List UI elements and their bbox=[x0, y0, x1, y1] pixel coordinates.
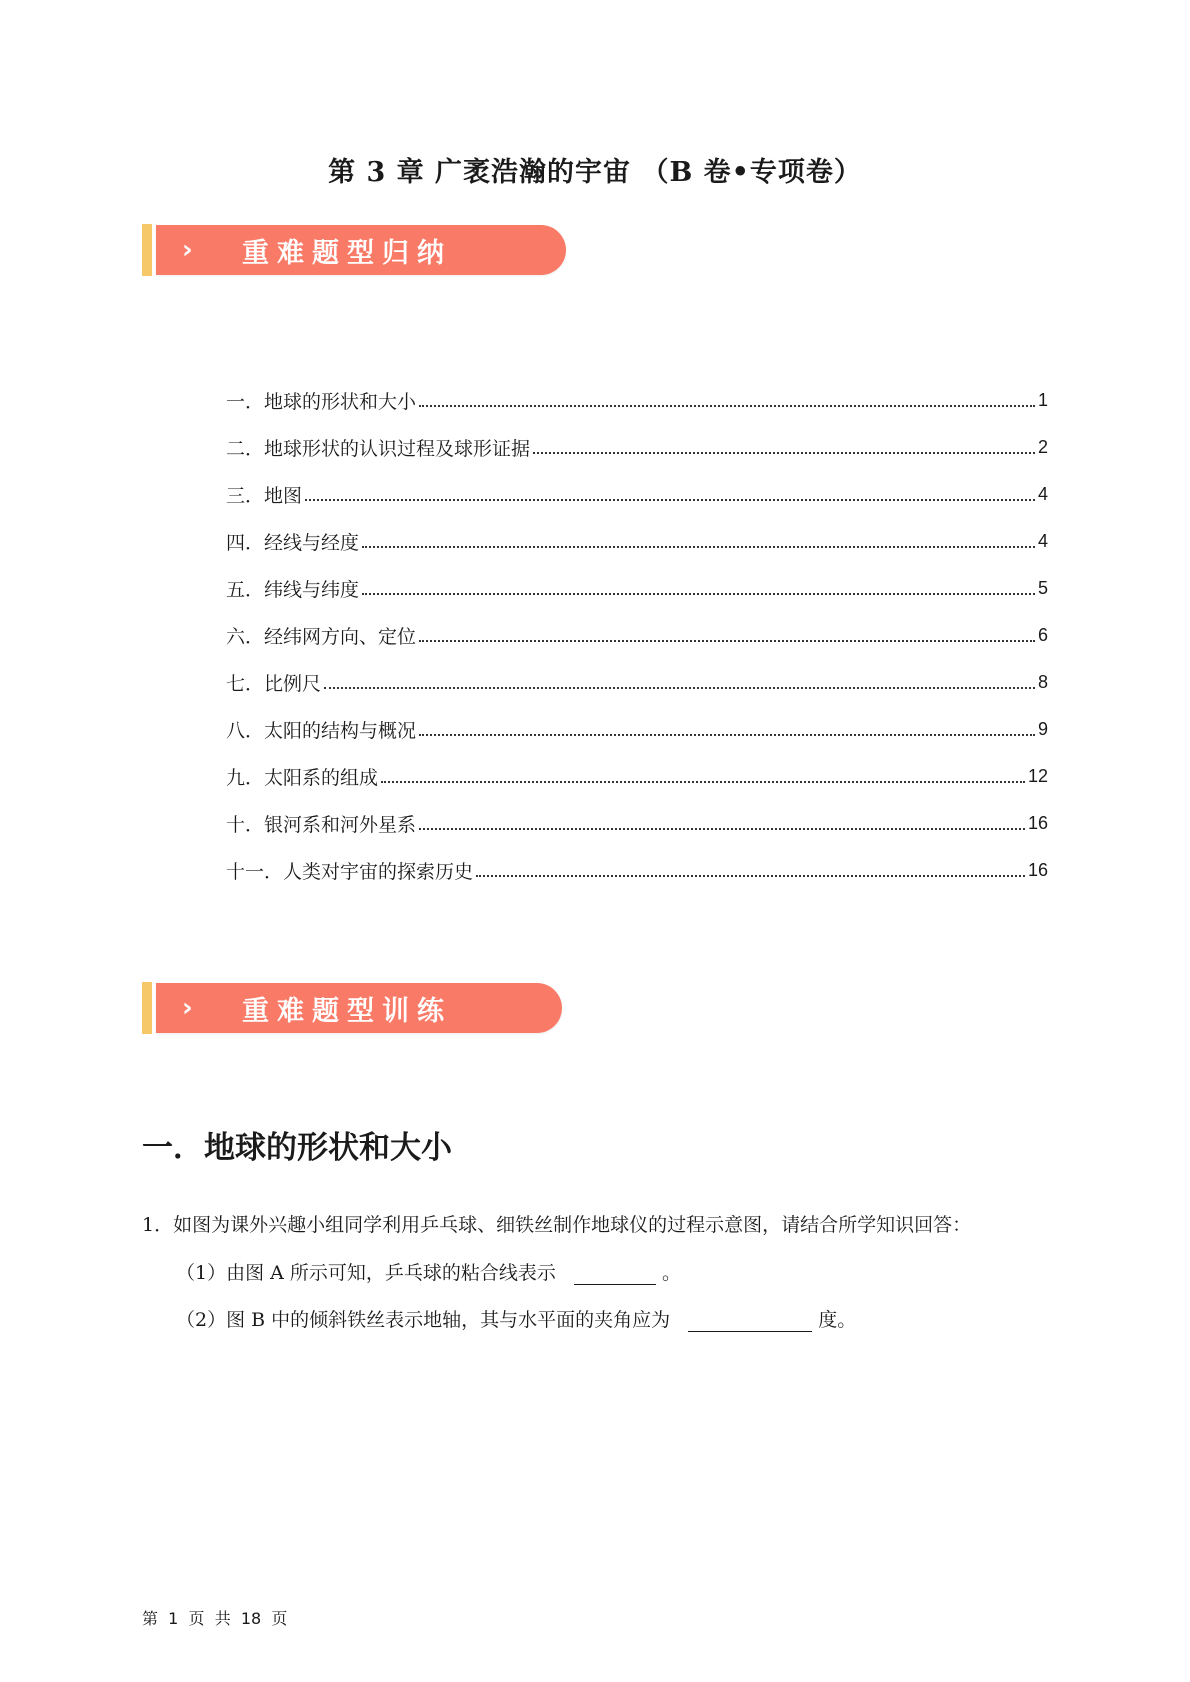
toc-dot-leader bbox=[419, 734, 1035, 736]
sub-question-1-tail: 。 bbox=[661, 1262, 681, 1284]
toc-page-number: 12 bbox=[1027, 766, 1048, 786]
toc-item[interactable] bbox=[226, 706, 1048, 753]
banner-title: 重难题型归纳 bbox=[242, 237, 452, 269]
toc-dot-leader bbox=[362, 593, 1035, 595]
document-title: 第 3 章 广袤浩瀚的宇宙 （B 卷•专项卷） bbox=[328, 157, 862, 188]
toc-page-number: 8 bbox=[1037, 672, 1048, 692]
toc-item-label: 四．经线与经度 bbox=[226, 532, 360, 554]
toc-dot-leader bbox=[381, 781, 1025, 783]
toc-item-label: 十一．人类对宇宙的探索历史 bbox=[226, 861, 474, 883]
section-heading: 一．地球的形状和大小 bbox=[142, 1130, 452, 1166]
training-banner bbox=[142, 982, 562, 1034]
toc-item-label: 八．太阳的结构与概况 bbox=[226, 720, 417, 742]
sub-question-1-text: （1）由图 A 所示可知，乒乓球的粘合线表示 bbox=[176, 1262, 556, 1284]
toc-item-label: 一．地球的形状和大小 bbox=[226, 391, 417, 413]
toc-item-label: 六．经纬网方向、定位 bbox=[226, 626, 417, 648]
sub-question-2 bbox=[176, 1305, 856, 1332]
toc-item[interactable] bbox=[226, 659, 1048, 706]
toc-item-label: 七．比例尺 bbox=[226, 673, 322, 695]
toc-dot-leader bbox=[419, 640, 1035, 642]
page-footer: 第 1 页 共 18 页 bbox=[142, 1609, 288, 1628]
toc-item[interactable] bbox=[226, 518, 1048, 565]
toc-page-number: 4 bbox=[1037, 484, 1048, 504]
toc-item[interactable] bbox=[226, 377, 1048, 424]
chevron-right-icon: › bbox=[182, 993, 193, 1023]
toc-page-number: 16 bbox=[1027, 860, 1048, 880]
toc-item[interactable] bbox=[226, 612, 1048, 659]
banner-stripe bbox=[142, 224, 152, 276]
toc-item-label: 三．地图 bbox=[226, 485, 303, 507]
toc-page-number: 6 bbox=[1037, 625, 1048, 645]
banner-title: 重难题型训练 bbox=[242, 995, 452, 1027]
toc-page-number: 5 bbox=[1037, 578, 1048, 598]
toc-dot-leader bbox=[324, 687, 1035, 689]
toc-item[interactable] bbox=[226, 471, 1048, 518]
sub-question-2-text: （2）图 B 中的倾斜铁丝表示地轴，其与水平面的夹角应为 bbox=[176, 1309, 671, 1331]
toc-page-number: 1 bbox=[1037, 390, 1048, 410]
toc-dot-leader bbox=[476, 875, 1025, 877]
toc-dot-leader bbox=[305, 499, 1035, 501]
banner-body bbox=[156, 225, 566, 275]
toc-page-number: 2 bbox=[1037, 437, 1048, 457]
question-stem: 1．如图为课外兴趣小组同学利用乒乓球、细铁丝制作地球仪的过程示意图，请结合所学知识回答： bbox=[142, 1214, 972, 1236]
toc-item[interactable] bbox=[226, 753, 1048, 800]
toc-item-label: 五．纬线与纬度 bbox=[226, 579, 360, 601]
banner-body bbox=[156, 983, 562, 1033]
toc-item[interactable] bbox=[226, 565, 1048, 612]
sub-question-2-tail: 度。 bbox=[818, 1309, 857, 1331]
toc-page-number: 9 bbox=[1037, 719, 1048, 739]
table-of-contents bbox=[226, 377, 1048, 894]
sub-question-1 bbox=[176, 1258, 681, 1285]
toc-item-label: 九．太阳系的组成 bbox=[226, 767, 379, 789]
summary-banner bbox=[142, 224, 566, 276]
toc-page-number: 16 bbox=[1027, 813, 1048, 833]
banner-stripe bbox=[142, 982, 152, 1034]
toc-item[interactable] bbox=[226, 800, 1048, 847]
answer-blank-1[interactable] bbox=[574, 1264, 656, 1285]
toc-dot-leader bbox=[419, 405, 1035, 407]
toc-page-number: 4 bbox=[1037, 531, 1048, 551]
toc-item[interactable] bbox=[226, 424, 1048, 471]
toc-dot-leader bbox=[362, 546, 1035, 548]
toc-item[interactable] bbox=[226, 847, 1048, 894]
chevron-right-icon: › bbox=[182, 235, 193, 265]
toc-dot-leader bbox=[419, 828, 1025, 830]
toc-dot-leader bbox=[533, 452, 1035, 454]
toc-item-label: 十．银河系和河外星系 bbox=[226, 814, 417, 836]
answer-blank-2[interactable] bbox=[688, 1311, 812, 1332]
toc-item-label: 二．地球形状的认识过程及球形证据 bbox=[226, 438, 531, 460]
